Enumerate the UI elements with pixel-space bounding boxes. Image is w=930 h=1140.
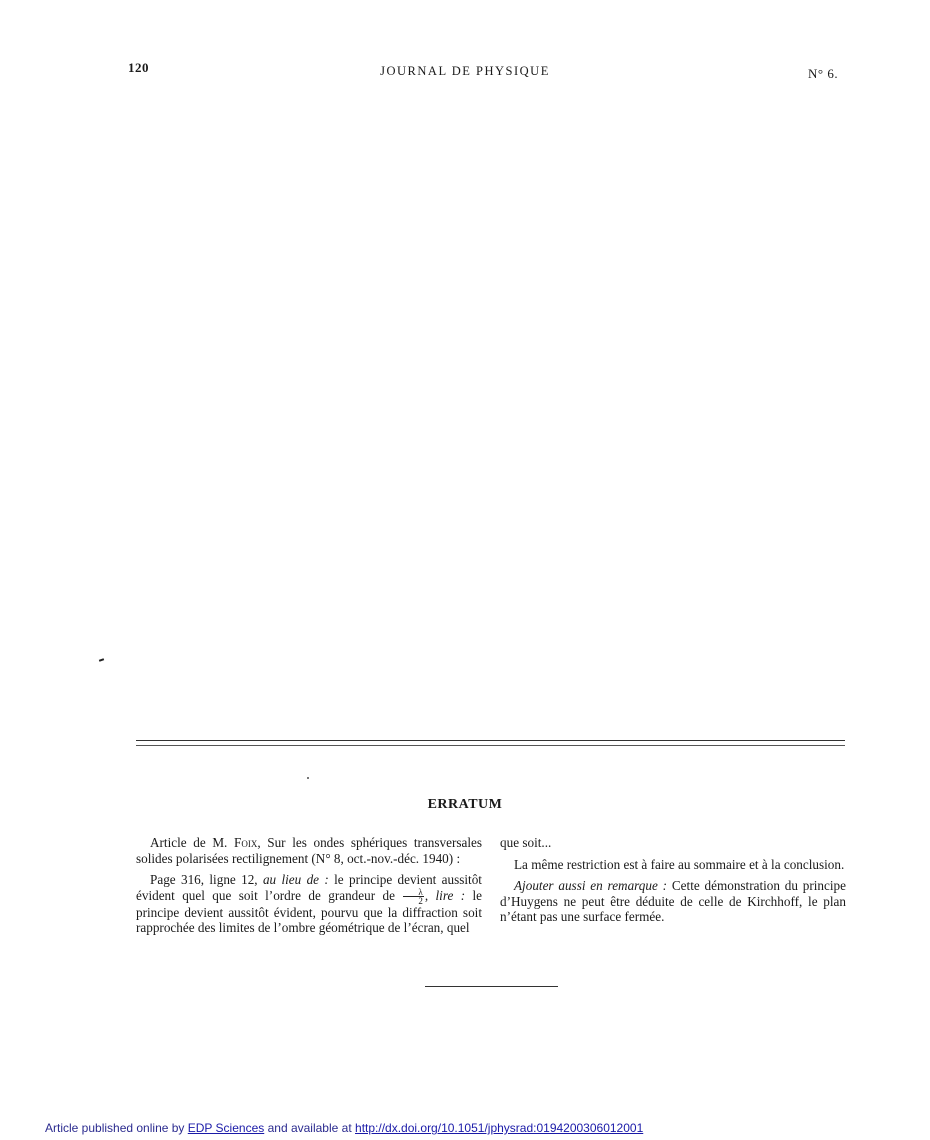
stray-ink-dot — [307, 777, 309, 779]
erratum-paragraph-continuation: que soit... — [500, 835, 552, 850]
remark-text: Cette démonstration du principe d’Huygens ne peut être déduite de celle de Kirchhoff, le plan n’étant pas une surface fermée. — [500, 878, 846, 924]
remark-label: Ajouter aussi en remarque : — [514, 878, 668, 893]
publisher-link[interactable]: EDP Sciences — [187, 1121, 265, 1135]
footer-middle: and available at — [267, 1121, 352, 1135]
issue-number: N° 6. — [808, 66, 839, 81]
fraction-denominator: 2 — [418, 895, 423, 906]
author-name: Foix — [233, 835, 258, 850]
erratum-paragraph-remark — [500, 878, 846, 925]
end-of-article-rule — [425, 986, 558, 987]
publication-footer — [45, 1121, 643, 1135]
comma: , — [424, 887, 429, 903]
erratum-paragraph-restriction: La même restriction est à faire au sommaire et à la conclusion. — [514, 856, 845, 872]
instead-of-label: au lieu de : — [262, 872, 329, 887]
article-reference: , Sur les ondes sphériques transversales solides polarisées rectilignement (N° 8, oct.-nov.-déc. 1940) : — [136, 835, 483, 866]
correction-location: Page 316, ligne 12, — [150, 872, 258, 887]
lambda-fraction — [403, 888, 424, 905]
stray-ink-mark — [99, 658, 104, 662]
fraction-numerator: λ — [403, 888, 424, 897]
erratum-column-left — [136, 835, 482, 942]
section-divider-rule — [136, 740, 845, 741]
erratum-paragraph-article — [136, 835, 482, 866]
page-number: 120 — [128, 60, 149, 75]
running-title: JOURNAL DE PHYSIQUE — [380, 64, 550, 78]
erratum-paragraph-correction — [136, 872, 482, 936]
erratum-title: ERRATUM — [427, 797, 503, 812]
original-text: le principe devient aussitôt évident quel que soit l’ordre de grandeur de — [136, 872, 482, 903]
section-divider-rule-lower — [136, 745, 845, 746]
corrected-text: le principe devient aussitôt évident, pourvu que la diffraction soit rapprochée des limites de l’ombre géométrique de l’écran, quel — [136, 887, 483, 936]
footer-prefix: Article published online by — [45, 1121, 185, 1135]
read-label: lire : — [435, 887, 466, 903]
erratum-column-right — [500, 835, 846, 931]
doi-link[interactable]: http://dx.doi.org/10.1051/jphysrad:0194200306012001 — [355, 1121, 644, 1135]
article-intro: Article de M. — [150, 835, 228, 850]
